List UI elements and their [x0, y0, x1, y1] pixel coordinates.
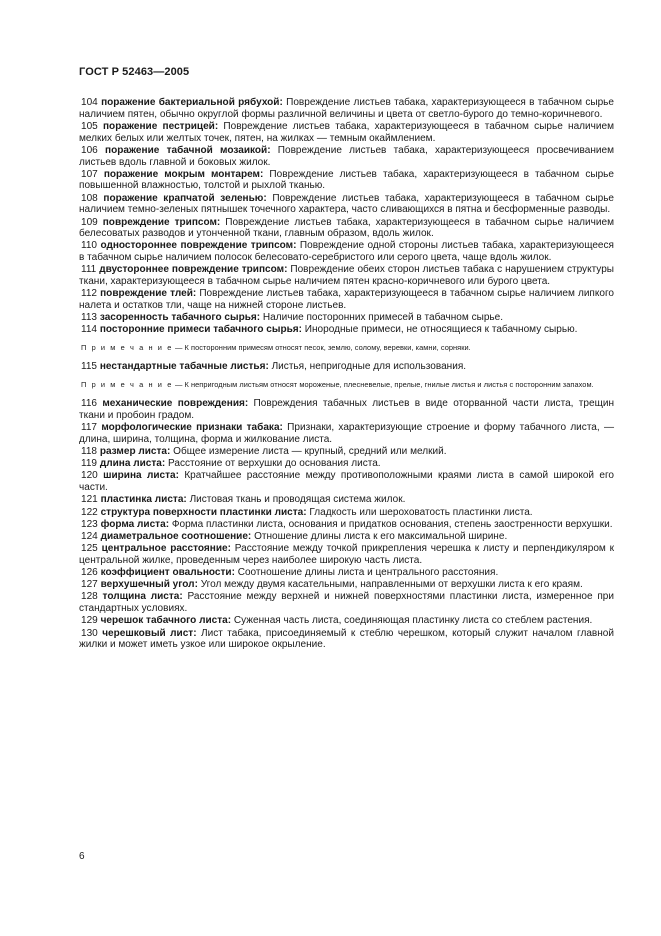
term-name: морфологические признаки табака:: [101, 422, 283, 434]
term-name: форма листа:: [100, 518, 170, 530]
term-name: двустороннее повреждение трипсом:: [99, 264, 288, 276]
term-entry: [79, 97, 614, 120]
terms-block-1: [79, 97, 614, 336]
term-entry: [79, 422, 614, 445]
term-definition: Повреждение листьев табака, характеризующееся в табачном сырье наличием пятен, обычно округлой формы различной величины и цвета от светло-бурого до темно-коричневого.: [79, 97, 614, 120]
term-name: повреждение трипсом:: [102, 216, 221, 228]
term-number: 116: [81, 398, 98, 410]
term-entry: [79, 531, 614, 543]
term-number: 114: [81, 324, 98, 336]
term-definition: Общее измерение листа — крупный, средний или мелкий.: [173, 445, 447, 457]
note-foreign-matter: [79, 343, 614, 352]
term-number: 120: [81, 470, 98, 482]
term-number: 115: [81, 361, 98, 373]
term-definition: Повреждение листьев табака, характеризующееся в табачном сырье наличием темно-зеленых пятнышек точечного характера, часто сливающихся в пятна и бесформенные разводы.: [79, 192, 615, 216]
term-entry: [79, 169, 614, 192]
note-text: — К непригодным листьям относят мороженые, плесневелые, прелые, гнилые листья и листья с посторонним запахом.: [175, 379, 594, 389]
term-entry: [79, 567, 614, 579]
term-definition: Лист табака, присоединяемый к стеблю черешком, который служит началом главной жилки и может иметь узкое или широкое окрыление.: [79, 627, 614, 651]
term-entry: [79, 615, 614, 627]
term-name: черешок табачного листа:: [100, 615, 232, 627]
term-entry: [79, 519, 614, 531]
term-name: пластинка листа:: [100, 494, 187, 506]
terms-content: [79, 97, 614, 651]
term-definition: Повреждение листьев табака, характеризующееся в табачном сырье наличием мелких белых или желтых точек, пятен, на жилках — темным окаймлением.: [79, 120, 614, 144]
terms-block-3: [79, 398, 614, 651]
term-name: одностороннее повреждение трипсом:: [100, 240, 297, 252]
term-definition: Суженная часть листа, соединяющая пластинку листа со стеблем растения.: [233, 615, 593, 627]
term-entry: [79, 458, 614, 470]
document-header: ГОСТ Р 52463—2005: [79, 66, 190, 78]
term-definition: Повреждение одной стороны листьев табака, характеризующееся в табачном сырье наличием полосок белесовато-серебристого или серого цвета, чаще вдоль жилок.: [79, 240, 614, 264]
term-definition: Листовая ткань и проводящая система жилок.: [189, 494, 406, 506]
term-number: 104: [81, 97, 98, 108]
term-entry: [79, 470, 614, 493]
term-name: поражение мокрым монтарем:: [103, 168, 264, 180]
term-name: черешковый лист:: [102, 627, 197, 639]
term-name: размер листа:: [99, 445, 171, 457]
term-entry: [79, 264, 614, 287]
term-number: 127: [81, 579, 98, 591]
term-number: 128: [81, 591, 98, 603]
term-entry: [79, 543, 614, 566]
term-definition: Повреждения табачных листьев в виде оторванной части листа, трещин ткани и пробоин градом.: [79, 398, 614, 421]
term-entry: [79, 361, 614, 373]
term-name: поражение бактериальной рябухой:: [101, 97, 283, 108]
term-entry: [79, 579, 614, 591]
term-number: 113: [81, 312, 98, 324]
term-definition: Соотношение длины листа и центрального расстояния.: [237, 567, 499, 579]
term-definition: Угол между двумя касательными, направленными от верхушки листа к его краям.: [200, 579, 583, 591]
term-definition: Отношение длины листа к его максимальной ширине.: [254, 530, 508, 542]
term-definition: Расстояние между точкой прикрепления черешка к листу и перпендикуляром к центральной жилке, проведенным через наиболее широкую часть листа.: [79, 543, 615, 566]
term-entry: [79, 628, 614, 651]
term-entry: [79, 398, 614, 421]
term-name: ширина листа:: [103, 470, 179, 482]
term-name: диаметральное соотношение:: [100, 530, 252, 542]
term-number: 118: [81, 445, 98, 457]
term-entry: [79, 217, 614, 240]
term-entry: [79, 324, 614, 336]
term-entry: [79, 145, 614, 168]
term-name: коэффициент овальности:: [100, 567, 235, 579]
term-definition: Инородные примеси, не относящиеся к табачному сырью.: [304, 324, 578, 336]
term-number: 125: [81, 543, 98, 555]
term-name: поражение табачной мозаикой:: [105, 144, 271, 156]
term-number: 122: [81, 506, 98, 518]
term-number: 105: [81, 120, 98, 132]
term-name: нестандартные табачные листья:: [99, 361, 269, 373]
term-number: 123: [81, 518, 98, 530]
term-definition: Форма пластинки листа, основания и придатков основания, степень заостренности верхушки.: [171, 518, 613, 530]
term-definition: Повреждение листьев табака, характеризующееся в табачном сырье наличием липкого налета и остатков тли, чаще на нижней стороне листьев.: [79, 288, 614, 311]
term-name: длина листа:: [99, 458, 166, 470]
note-text: — К посторонним примесям относят песок, землю, солому, веревки, камни, сорняки.: [175, 343, 471, 353]
term-name: поражение пестрицей:: [102, 120, 219, 132]
term-number: 121: [81, 494, 98, 506]
term-entry: [79, 494, 614, 506]
terms-block-2: [79, 361, 614, 373]
term-definition: Наличие посторонних примесей в табачном сырье.: [262, 312, 504, 324]
term-name: посторонние примеси табачного сырья:: [99, 324, 302, 336]
term-name: поражение крапчатой зеленью:: [103, 192, 267, 204]
term-definition: Листья, непригодные для использования.: [271, 361, 467, 373]
term-name: центральное расстояние:: [101, 543, 231, 555]
term-entry: [79, 193, 614, 216]
term-entry: [79, 507, 614, 519]
term-definition: Кратчайшее расстояние между противоположными краями листа в самой широкой его части.: [79, 470, 614, 494]
term-number: 112: [81, 288, 98, 300]
term-definition: Расстояние от верхушки до основания листа.: [168, 458, 381, 470]
term-number: 129: [81, 615, 98, 627]
term-number: 124: [81, 530, 98, 542]
term-number: 109: [81, 216, 98, 228]
term-entry: [79, 288, 614, 311]
note-unfit-leaves: [79, 380, 614, 389]
term-number: 126: [81, 567, 98, 579]
term-name: засоренность табачного сырья:: [99, 312, 261, 324]
term-name: структура поверхности пластинки листа:: [100, 506, 307, 518]
page-number: 6: [79, 851, 85, 862]
term-number: 130: [81, 627, 98, 639]
term-entry: [79, 591, 614, 614]
term-number: 111: [81, 264, 97, 276]
term-number: 107: [81, 168, 98, 180]
term-number: 106: [81, 144, 98, 156]
term-entry: [79, 121, 614, 144]
term-entry: [79, 312, 614, 324]
term-number: 110: [81, 240, 98, 252]
term-definition: Повреждение листьев табака, характеризующееся в табачном сырье наличием белесоватых разводов и утонченной ткани, главным образом, вдоль жилок.: [79, 216, 615, 240]
term-definition: Повреждение обеих сторон листьев табака с нарушением структуры ткани, характеризующееся в табачном сырье наличием пятен красно-коричневого или бурого цвета.: [79, 264, 615, 288]
term-definition: Расстояние между верхней и нижней поверхностями пластинки листа, измеренное при стандартных условиях.: [79, 591, 614, 615]
term-definition: Повреждение листьев табака, характеризующееся просвечиванием листьев вдоль главной и боковых жилок.: [79, 144, 614, 168]
term-name: верхушечный угол:: [100, 579, 198, 591]
note-label: П р и м е ч а н и е: [81, 379, 173, 389]
term-entry: [79, 240, 614, 263]
term-name: повреждение тлей:: [100, 288, 197, 300]
term-number: 108: [81, 192, 98, 204]
term-number: 117: [81, 422, 98, 434]
term-definition: Признаки, характеризующие строение и форму табачного листа, — длина, ширина, толщина, форма и жилкование листа.: [79, 422, 615, 445]
note-label: П р и м е ч а н и е: [81, 343, 173, 353]
term-definition: Повреждение листьев табака, характеризующееся в табачном сырье повышенной влажностью, толстой и рыхлой тканью.: [79, 168, 614, 192]
term-number: 119: [81, 458, 98, 470]
term-name: толщина листа:: [102, 591, 183, 603]
term-definition: Гладкость или шероховатость пластинки листа.: [309, 506, 533, 518]
term-name: механические повреждения:: [102, 398, 249, 410]
term-entry: [79, 446, 614, 458]
